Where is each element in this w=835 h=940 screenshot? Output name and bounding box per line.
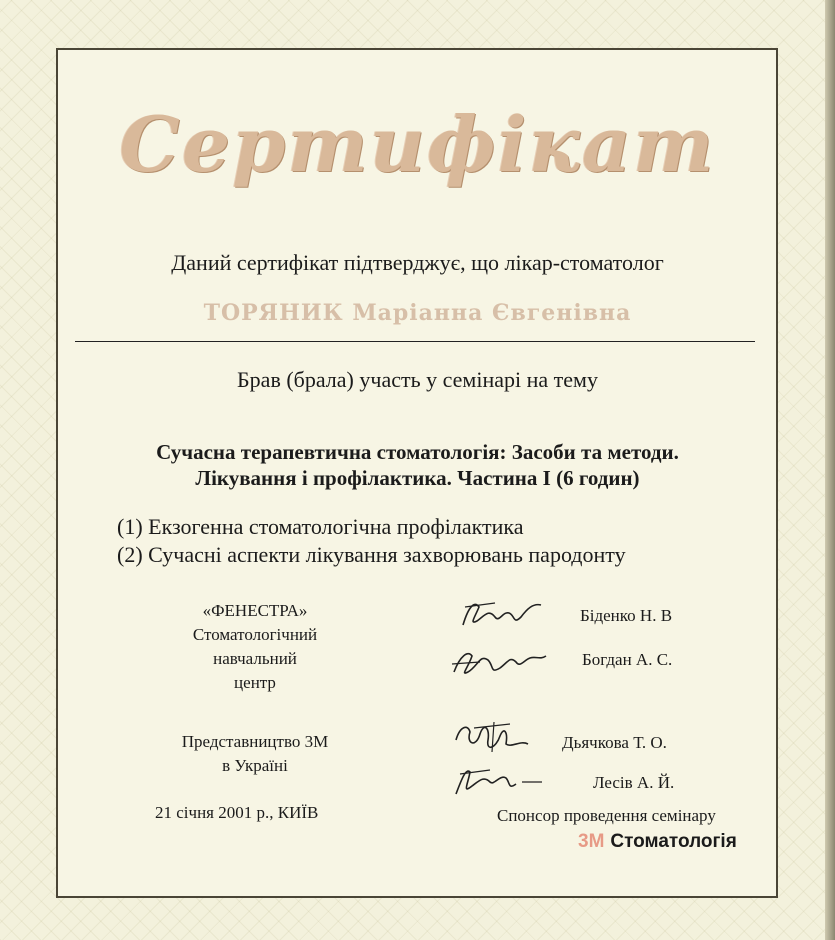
divider-rule	[75, 341, 755, 342]
signature-image	[450, 760, 550, 800]
signer-name: Богдан А. С.	[582, 650, 673, 669]
signer-name: Дьячкова Т. О.	[562, 733, 667, 752]
intro-text: Даний сертифікат підтверджує, що лікар-стоматолог	[171, 250, 664, 275]
issue-date: 21 січня 2001 р., КИЇВ	[155, 803, 319, 822]
sponsor-brand	[578, 831, 737, 853]
representative-line: в Україні	[222, 756, 288, 775]
signer-name: Лесів А. Й.	[593, 773, 675, 792]
organizer-name: «ФЕНЕСТРА»	[202, 601, 308, 620]
organizer-line: Стоматологічний	[192, 625, 318, 644]
participation-text: Брав (брала) участь у семінарі на тему	[237, 367, 598, 392]
topic-item: (1) Екзогенна стоматологічна профілактика	[117, 514, 524, 539]
signer-name: Біденко Н. В	[580, 606, 673, 625]
sponsor-name: Стоматологія	[610, 831, 737, 852]
signature-image	[455, 595, 555, 635]
signature-image	[450, 642, 550, 682]
signature-image	[450, 718, 550, 758]
representative-line: Представництво 3М	[181, 732, 329, 751]
seminar-theme-line2: Лікування і профілактика. Частина I (6 годин)	[195, 466, 640, 490]
certificate-title: Сертифікат	[119, 100, 716, 189]
organizer-block	[120, 599, 390, 695]
representative-block	[120, 730, 390, 778]
sponsor-label: Спонсор проведення семінару	[497, 806, 716, 825]
organizer-line: центр	[234, 673, 276, 692]
seminar-theme-line1: Сучасна терапевтична стоматологія: Засоби та методи.	[156, 440, 679, 464]
topic-item: (2) Сучасні аспекти лікування захворювань пародонту	[117, 542, 626, 567]
sponsor-logo: 3M	[578, 831, 605, 852]
recipient-name: ТОРЯНИК Маріанна Євгенівна	[203, 300, 632, 326]
organizer-line: навчальний	[213, 649, 297, 668]
